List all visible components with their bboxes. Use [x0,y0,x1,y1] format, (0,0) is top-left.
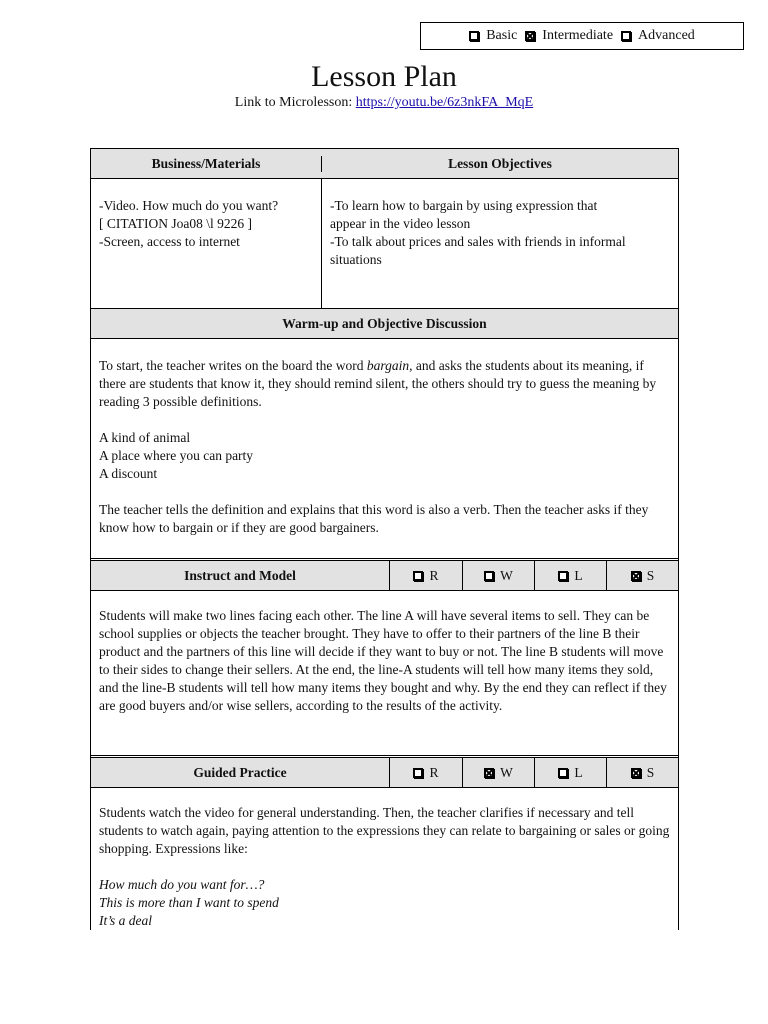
guided-paragraph: Students watch the video for general understanding. Then, the teacher clarifies if necessary and tell students to watch again, paying attention to the expressions they can relate to bargaining or sales or going shopping. Expressions like: [99,805,670,856]
instruct-header-row [91,561,678,591]
materials-objectives-row [91,179,678,309]
warmup-paragraph-1: To start, the teacher writes on the board the word bargain, and asks the students about its meaning, if there are students that know it, they should remind silent, the others should try to guess the meaning by reading 3 possible definitions. [99,358,657,409]
warmup-paragraph-2: The teacher tells the definition and explains that this word is also a verb. Then the teacher asks if they know how to bargain or if they are good bargainers. [99,502,649,535]
page-title: Lesson Plan [311,60,457,93]
checkbox-icon [413,768,423,778]
checkbox-checked-icon [484,768,494,778]
skill-speaking[interactable]: S [606,758,678,787]
microlesson-link[interactable]: https://youtu.be/6z3nkFA_MqE [355,95,534,110]
level-intermediate[interactable]: Intermediate [525,28,613,44]
checkbox-icon [558,768,568,778]
microlesson-link-line: Link to Microlesson: https://youtu.be/6z3nkFA_MqE [234,95,534,110]
level-advanced[interactable]: Advanced [621,28,695,44]
materials-header: Business/Materials [91,156,322,172]
objectives-cell: -To learn how to bargain by using expression that appear in the video lesson -To talk about prices and sales with friends in informal situations [330,198,626,267]
materials-cell: -Video. How much do you want? [ CITATION Joa08 \l 9226 ] -Screen, access to internet [91,179,322,308]
lesson-plan-table [90,148,679,930]
instruct-cell: Students will make two lines facing each other. The line A will have several items to sell. They can be school supplies or objects the teacher brought. They have to offer to their partners of the line B their product and the partners of this line will decide if they want to buy or not. The line B students will move to their sides to change their sellers. At the end, the line-A students will tell how many items they sold, and the line-B students will tell how many items they bought and why. By the end they can reflect if they are good buyers and/or wise sellers, according to the results of the activity. [99,608,667,713]
skill-reading[interactable]: R [389,758,462,787]
warmup-header-row [91,309,678,339]
definition-option: A kind of animal [99,430,191,445]
checkbox-icon [558,571,568,581]
warmup-header: Warm-up and Objective Discussion [282,315,487,331]
definition-option: A place where you can party [99,448,254,463]
checkbox-icon [469,31,479,41]
checkbox-checked-icon [525,31,535,41]
skill-speaking[interactable]: S [606,561,678,590]
skill-writing[interactable]: W [462,758,534,787]
objectives-header: Lesson Objectives [448,155,552,171]
guided-header: Guided Practice [193,764,287,780]
materials-objectives-header [91,149,678,179]
skill-writing[interactable]: W [462,561,534,590]
warmup-cell [91,339,678,558]
skill-listening[interactable]: L [534,758,606,787]
skill-listening[interactable]: L [534,561,606,590]
instruct-header: Instruct and Model [184,567,296,583]
expression-item: How much do you want for…? [99,877,265,892]
guided-cell [91,788,678,930]
guided-row [91,788,678,930]
warmup-row [91,339,678,561]
checkbox-checked-icon [631,768,641,778]
skill-reading[interactable]: R [389,561,462,590]
checkbox-checked-icon [631,571,641,581]
level-basic[interactable]: Basic [469,28,517,44]
expression-item: This is more than I want to spend [99,895,279,910]
expression-item: It’s a deal [99,913,152,928]
guided-header-row [91,758,678,788]
checkbox-icon [621,31,631,41]
checkbox-icon [413,571,423,581]
proficiency-level-selector [420,22,744,50]
checkbox-icon [484,571,494,581]
definition-option: A discount [99,466,158,481]
instruct-row [91,591,678,758]
